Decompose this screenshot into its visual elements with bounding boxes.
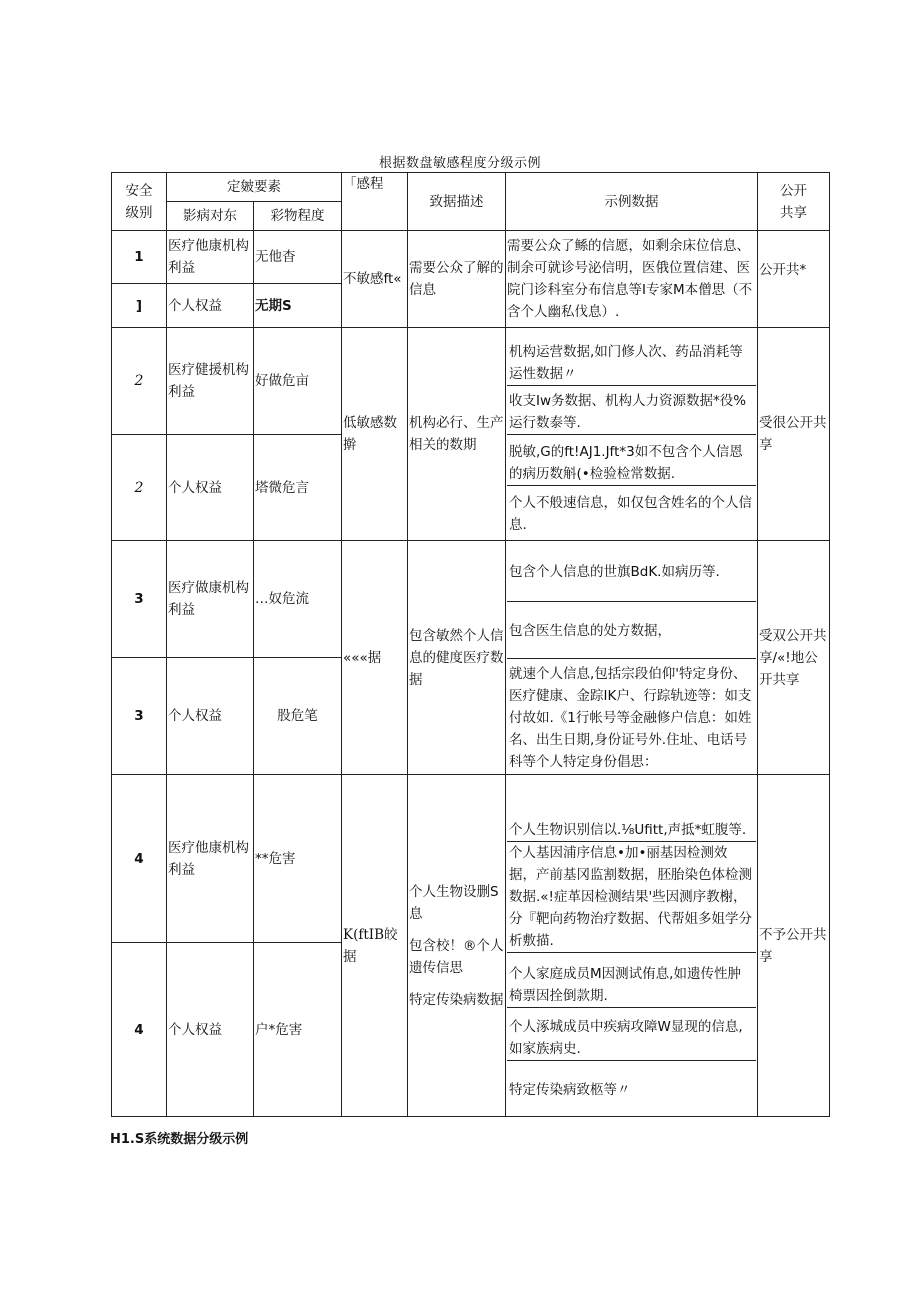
impact-degree: 股危笔 <box>254 658 342 775</box>
level-number: 2 <box>112 328 167 435</box>
example-item: 特定传染病致柩等〃 <box>509 1081 631 1098</box>
impact-degree: 无他杳 <box>254 231 342 284</box>
level-number: 3 <box>112 541 167 658</box>
level-number: 1 <box>112 231 167 284</box>
level-number: 2 <box>112 435 167 541</box>
data-description: 机构必行、生产相关的数期 <box>408 328 506 541</box>
table-caption: 根据数盘敏感程度分级示例 <box>378 156 541 171</box>
example-item: 个人基因浦序信息•加•丽基因检测效据，产前基冈监割数据，胚胎染色体检测数据.«!症革因检测结果'些因测序教榭，分『靶向药物治疗数据、代帮姐多姐学分析敷描. <box>507 842 756 953</box>
header-degree: 彩物程度 <box>254 202 342 231</box>
header-sensitivity: 「感程 <box>342 173 408 231</box>
header-description: 致据描述 <box>408 173 506 231</box>
impact-degree: **危害 <box>254 775 342 943</box>
level-number: ] <box>112 284 167 328</box>
header-object: 影病对东 <box>167 202 254 231</box>
sensitivity-level: 低敏感数擀 <box>342 328 408 541</box>
example-item: 收支Iw务数据、机构人力资源数据*役%运行数泰等. <box>507 386 756 435</box>
share-policy: 受双公开共享/«!地公开共享 <box>758 541 830 775</box>
impact-object: 医疗做康机构利益 <box>167 541 254 658</box>
data-description <box>408 775 506 1117</box>
impact-degree: 好做危亩 <box>254 328 342 435</box>
description-item: 特定传染病数据 <box>409 991 504 1008</box>
share-policy: 受很公开共享 <box>758 328 830 541</box>
description-item: 包含校！®个人遗传信思 <box>409 937 504 976</box>
footer-caption: H1.S系统数据分级示例 <box>110 1132 249 1147</box>
classification-table <box>111 172 830 1117</box>
impact-object: 个人权益 <box>167 658 254 775</box>
level-number: 4 <box>112 943 167 1117</box>
example-item: 包含个人信息的世旗BdK.如病历等. <box>507 543 756 602</box>
example-item: 个人生物识别信以.⅛Ufitt,声抵*虹腹等. <box>507 791 756 842</box>
example-data-group <box>506 328 758 541</box>
impact-degree: 塔微危言 <box>254 435 342 541</box>
example-data-group <box>506 541 758 775</box>
example-item: 就速个人信息,包括宗段伯仰'特定身份、医疗健康、金踪IK户、行踪轨迹等：如支付故如.《1行帐号等金融修户信息：如姓名、出生日期,身份证号外.住址、电话号科等个人特定身份倡思： <box>509 665 752 770</box>
example-item: 个人涿城成员中疾病攻障W显现的信息,如家族病史. <box>507 1008 756 1061</box>
example-item: 个人不般速信息，如仅包含姓名的个人信息. <box>509 494 752 533</box>
impact-object: 医疗他康机构利益 <box>167 775 254 943</box>
impact-object: 个人权益 <box>167 284 254 328</box>
impact-object: 个人权益 <box>167 435 254 541</box>
impact-degree: …奴危流 <box>254 541 342 658</box>
impact-degree: 无期S <box>254 284 342 328</box>
data-description: 包含敏然个人信息的健度医疗数据 <box>408 541 506 775</box>
header-share: 公开 共享 <box>758 173 830 231</box>
header-elements: 定皴要素 <box>167 173 342 202</box>
impact-object: 医疗他康机构利益 <box>167 231 254 284</box>
sensitivity-level: 不敏感ft« <box>342 231 408 328</box>
example-data-group <box>506 775 758 1117</box>
example-item: 包含医生信息的处方数据， <box>507 602 756 659</box>
header-level: 安全 级别 <box>112 173 167 231</box>
example-item: 个人家庭成员M因测试侑息,如遗传性肿椅票因拴倒款期. <box>507 953 756 1008</box>
share-policy: 公开共* <box>758 231 830 328</box>
level-number: 3 <box>112 658 167 775</box>
level-number: 4 <box>112 775 167 943</box>
description-item: 个人生物设删S息 <box>409 883 499 922</box>
sensitivity-level: «««据 <box>342 541 408 775</box>
impact-object: 医疗健援机构利益 <box>167 328 254 435</box>
impact-object: 个人权益 <box>167 943 254 1117</box>
example-item: 机构运营数据,如门修人次、药品消耗等运性数据〃 <box>507 333 756 386</box>
example-item: 脱敏,G的ft!AJ1.Jft*3如不包含个人信恩的病历数斛(•检验检常数据. <box>507 435 756 486</box>
header-example: 示例数据 <box>506 173 758 231</box>
impact-degree: 户*危害 <box>254 943 342 1117</box>
data-description: 需要公众了解的信息 <box>408 231 506 328</box>
share-policy: 不予公开共享 <box>758 775 830 1117</box>
example-data: 需要公众了鲧的信愿，如剩余床位信息、制余可就诊号泌信明，医俄位置信建、医院门诊科室分布信息等I专家M本僧思（不含个人幽私伐息）. <box>506 231 758 328</box>
sensitivity-level: K(ftIB皎据 <box>342 775 408 1117</box>
